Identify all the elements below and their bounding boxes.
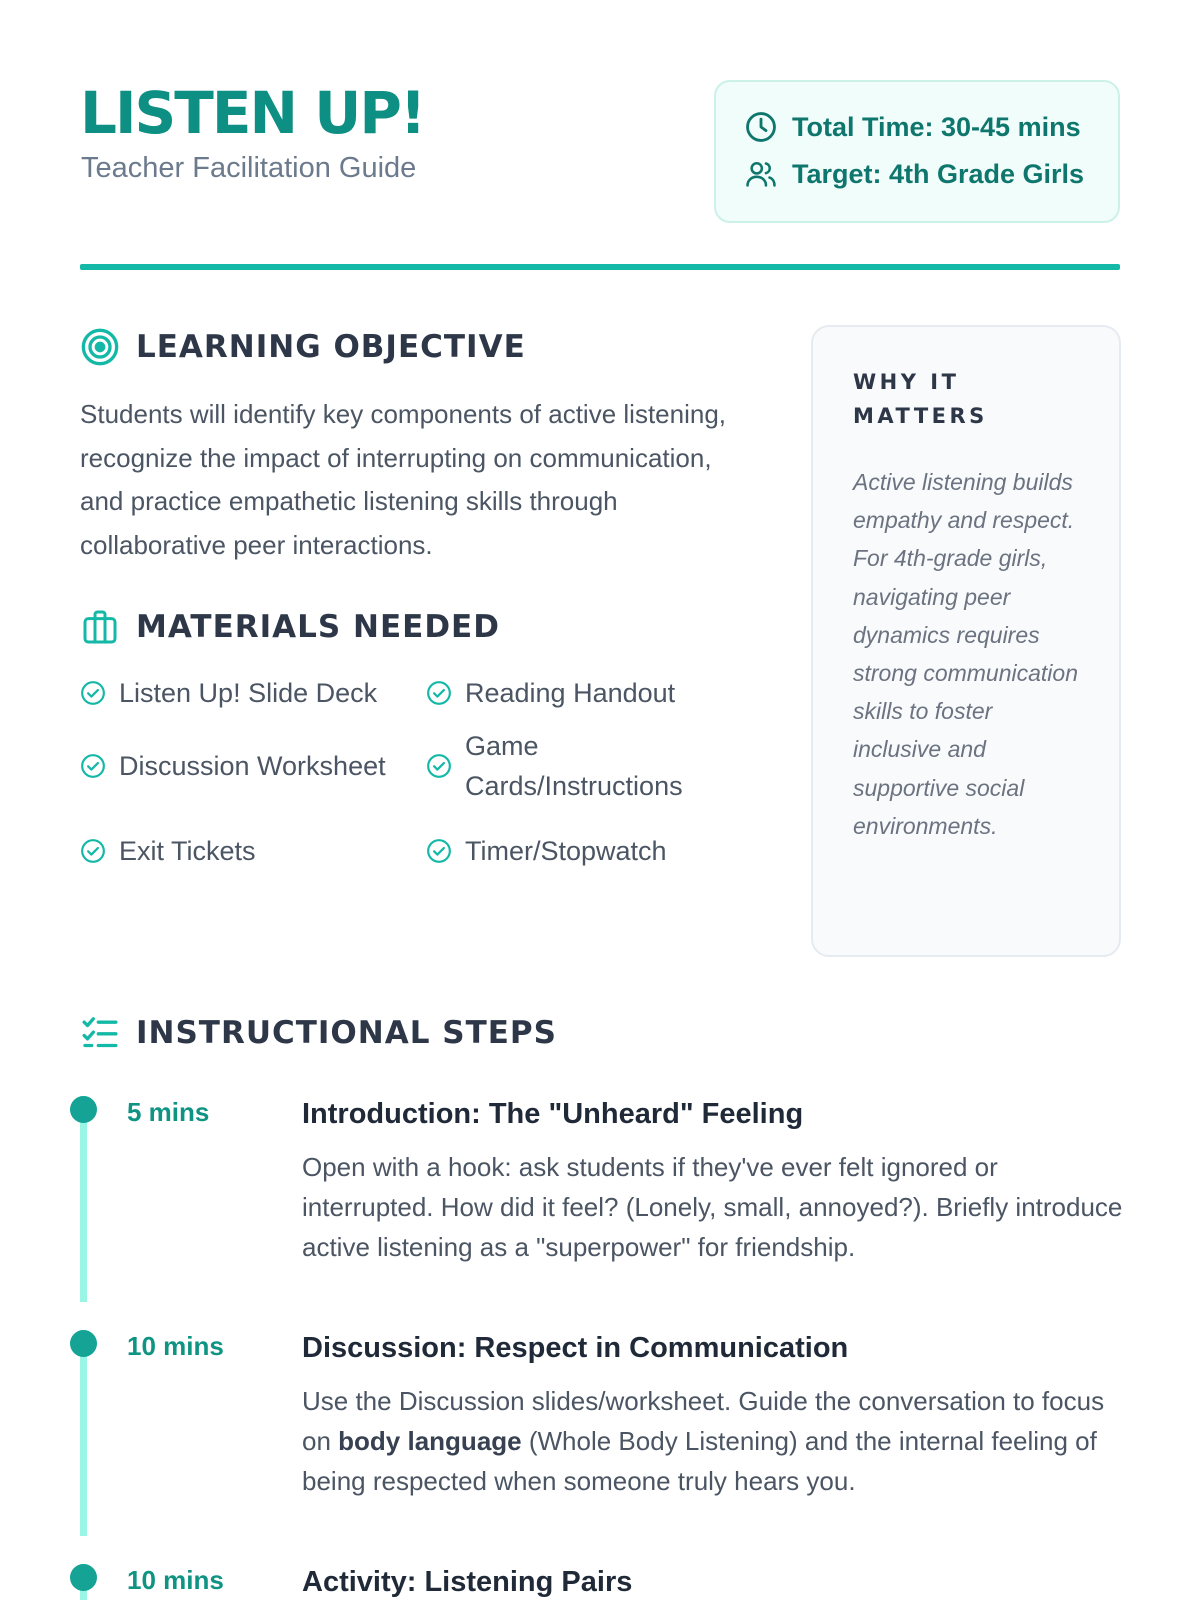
users-icon [744, 157, 778, 191]
material-item [80, 668, 426, 718]
material-label: Timer/Stopwatch [465, 835, 667, 866]
objective-heading [80, 327, 526, 367]
timeline-connector [80, 1096, 87, 1302]
check-circle-icon [426, 753, 452, 779]
timeline [70, 1096, 1130, 1600]
target-text: Target: 4th Grade Girls [792, 158, 1085, 189]
materials-heading [80, 607, 500, 647]
step-title: Activity: Listening Pairs [302, 1566, 633, 1598]
total-time-row [744, 110, 1081, 144]
total-time-text: Total Time: 30-45 mins [792, 111, 1081, 142]
timeline-dot [70, 1330, 97, 1357]
timeline-connector [80, 1330, 87, 1536]
objective-text: Students will identify key components of active listening, recognize the impact of interrupting on communication, and practice empathetic listening skills through collaborative peer interactions. [80, 399, 727, 560]
target-row [744, 157, 1084, 191]
clock-icon [744, 110, 778, 144]
step-description-text: (Whole Body Listening) and the internal feeling of being respected when someone truly hears you. [302, 1426, 1097, 1496]
lesson-meta-box [714, 80, 1120, 223]
steps-heading [80, 1013, 557, 1053]
step-description-text: Use the Discussion slides/worksheet. Guide the conversation to focus on [302, 1386, 1105, 1456]
step-description [302, 1381, 1132, 1501]
checklist-icon [80, 1013, 120, 1053]
briefcase-icon [80, 607, 120, 647]
why-it-matters-title: WHY IT MATTERS [853, 370, 988, 428]
timeline-step [70, 1330, 1130, 1564]
material-item [426, 814, 720, 887]
page-title: LISTEN UP! [80, 79, 425, 147]
material-item [80, 718, 426, 814]
header-divider [80, 264, 1120, 270]
check-circle-icon [80, 680, 106, 706]
timeline-step [70, 1564, 1130, 1600]
materials-list [80, 668, 720, 887]
why-it-matters-text: Active listening builds empathy and respect. For 4th-grade girls, navigating peer dynamics requires strong communication skills to foster inclusive and supportive social environments. [853, 469, 1078, 839]
step-description: Open with a hook: ask students if they've ever felt ignored or interrupted. How did it feel? (Lonely, small, annoyed?). Briefly introduce active listening as a "superpower" for friendship. [302, 1152, 1123, 1262]
timeline-dot [70, 1564, 97, 1591]
step-title: Introduction: The "Unheard" Feeling [302, 1098, 804, 1130]
check-circle-icon [80, 753, 106, 779]
why-it-matters-card [811, 325, 1121, 957]
check-circle-icon [426, 680, 452, 706]
step-duration: 10 mins [127, 1565, 224, 1595]
material-label: Exit Tickets [119, 835, 256, 866]
objective-heading-label: LEARNING OBJECTIVE [136, 329, 526, 365]
step-duration: 5 mins [127, 1097, 210, 1127]
material-label: Discussion Worksheet [119, 751, 386, 781]
check-circle-icon [426, 838, 452, 864]
material-item [426, 668, 720, 718]
material-item [80, 814, 426, 887]
steps-heading-label: INSTRUCTIONAL STEPS [136, 1015, 557, 1051]
materials-heading-label: MATERIALS NEEDED [136, 609, 500, 645]
check-circle-icon [80, 838, 106, 864]
step-title: Discussion: Respect in Communication [302, 1332, 849, 1364]
target-icon [80, 327, 120, 367]
material-label: Listen Up! Slide Deck [119, 678, 378, 708]
step-duration: 10 mins [127, 1331, 224, 1361]
page-subtitle: Teacher Facilitation Guide [81, 152, 417, 184]
material-item [426, 718, 720, 814]
timeline-step [70, 1096, 1130, 1330]
step-description-emphasis: body language [338, 1426, 522, 1456]
timeline-dot [70, 1096, 97, 1123]
material-label: Reading Handout [465, 678, 676, 708]
material-label: Game Cards/Instructions [465, 731, 683, 801]
